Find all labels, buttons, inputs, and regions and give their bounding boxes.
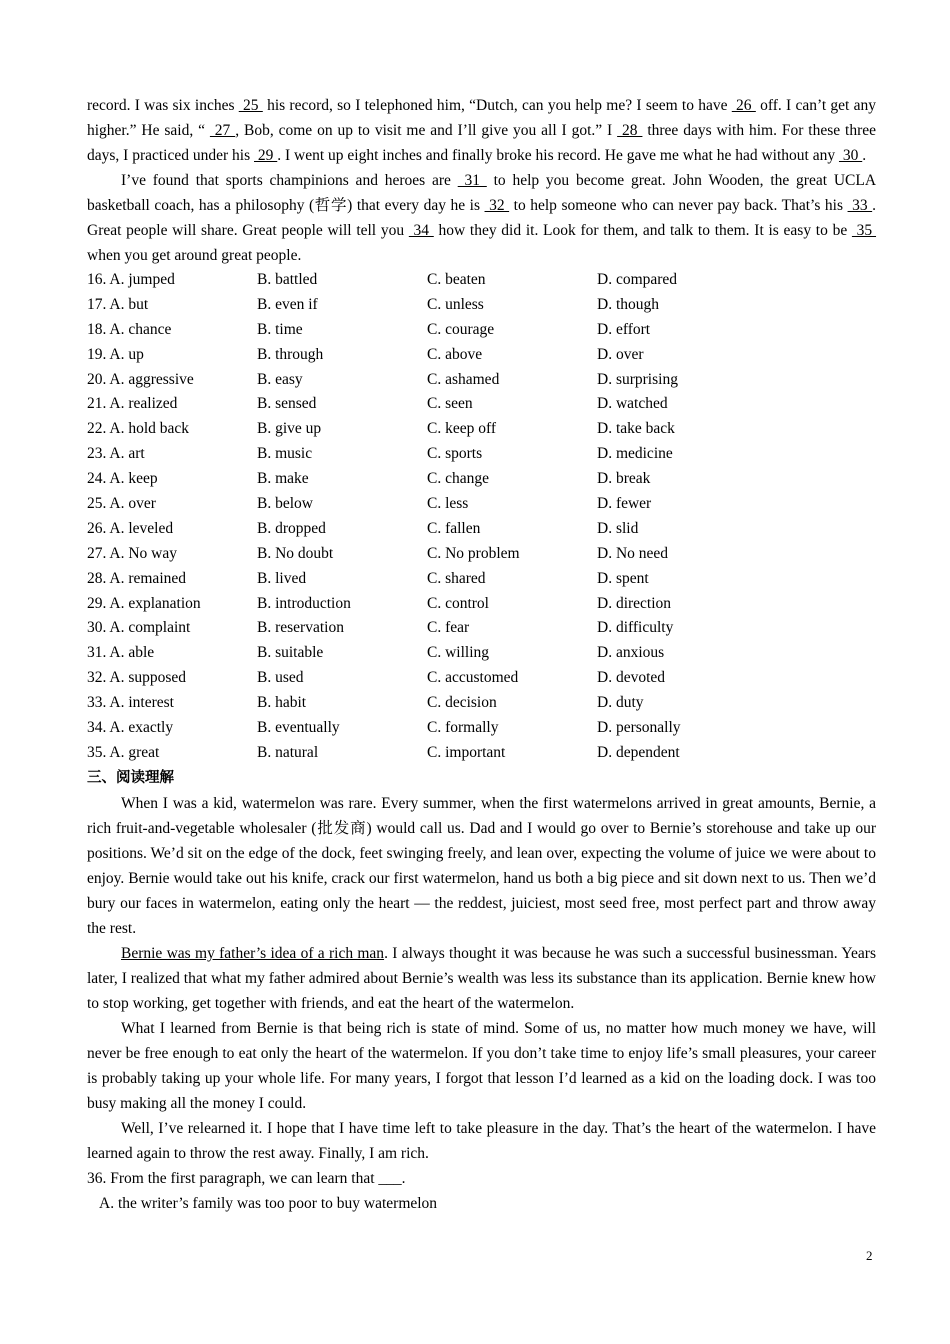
- option-cell: B. even if: [257, 295, 318, 313]
- option-cell: C. accustomed: [427, 669, 519, 687]
- text-run: when you get around great people.: [87, 247, 302, 264]
- option-cell: B. time: [257, 320, 303, 338]
- reading-paragraph-2: [87, 941, 876, 1016]
- option-cell: C. willing: [427, 644, 490, 662]
- option-cell: C. decision: [427, 694, 497, 712]
- option-cell: 28. A. remained: [87, 569, 187, 587]
- option-cell: C. unless: [427, 295, 484, 313]
- option-row: [87, 641, 876, 666]
- blank-33: 33: [847, 197, 873, 214]
- option-cell: B. dropped: [257, 519, 326, 537]
- option-row: [87, 567, 876, 592]
- option-cell: D. take back: [597, 420, 675, 438]
- option-cell: D. watched: [597, 395, 668, 413]
- blank-27: 27: [209, 122, 236, 139]
- option-cell: C. less: [427, 495, 469, 513]
- option-cell: 21. A. realized: [87, 395, 178, 413]
- option-cell: C. control: [427, 594, 489, 612]
- blank-25: 25: [238, 97, 263, 114]
- question-36-option-a: A. the writer’s family was too poor to buy watermelon: [99, 1194, 438, 1212]
- option-cell: 19. A. up: [87, 345, 144, 363]
- cloze-options-table: [87, 268, 876, 766]
- page-content: [87, 93, 876, 1216]
- option-cell: D. direction: [597, 594, 672, 612]
- option-cell: D. effort: [597, 320, 651, 338]
- option-cell: C. formally: [427, 719, 499, 737]
- option-cell: B. through: [257, 345, 324, 363]
- option-cell: 34. A. exactly: [87, 719, 174, 737]
- blank-34: 34: [408, 222, 434, 239]
- option-cell: D. difficulty: [597, 619, 674, 637]
- cloze-paragraph-1: [87, 93, 876, 168]
- page-number: 2: [866, 1248, 873, 1263]
- option-cell: D. devoted: [597, 669, 666, 687]
- option-cell: C. ashamed: [427, 370, 500, 388]
- option-cell: B. introduction: [257, 594, 351, 612]
- option-row: [87, 442, 876, 467]
- option-cell: C. fallen: [427, 519, 481, 537]
- option-cell: 33. A. interest: [87, 694, 174, 712]
- option-cell: C. shared: [427, 569, 486, 587]
- option-cell: 16. A. jumped: [87, 271, 175, 288]
- text-run: , Bob, come on up to visit me and I’ll give you all I got.” I: [235, 122, 618, 139]
- option-cell: B. No doubt: [257, 544, 334, 562]
- option-row: [87, 368, 876, 393]
- text-run: to help someone who can never pay back. That’s his: [509, 197, 848, 214]
- option-cell: C. No problem: [427, 544, 520, 562]
- option-row: [87, 417, 876, 442]
- blank-31: 31: [457, 172, 487, 189]
- option-row: [87, 666, 876, 691]
- option-row: [87, 293, 876, 318]
- option-cell: 31. A. able: [87, 644, 155, 662]
- blank-35: 35: [851, 222, 877, 239]
- option-cell: D. compared: [597, 271, 678, 288]
- option-cell: D. dependent: [597, 743, 680, 761]
- option-row: [87, 716, 876, 741]
- text-run: . Great people will share. Great people will tell you: [87, 197, 877, 239]
- option-cell: B. music: [257, 445, 313, 463]
- option-cell: B. make: [257, 470, 309, 488]
- option-row: [87, 467, 876, 492]
- option-cell: C. keep off: [427, 420, 497, 438]
- blank-26: 26: [731, 97, 756, 114]
- option-row: [87, 343, 876, 368]
- section-heading: 三、阅读理解: [87, 769, 174, 786]
- underlined-phrase: Bernie was my father’s idea of a rich man: [121, 944, 385, 962]
- option-cell: B. easy: [257, 370, 303, 388]
- option-cell: D. though: [597, 295, 659, 313]
- option-cell: D. slid: [597, 519, 639, 537]
- option-cell: B. used: [257, 669, 304, 687]
- text-run: I’ve found that sports champinions and heroes are: [121, 172, 458, 189]
- option-cell: D. over: [597, 345, 644, 363]
- option-cell: 35. A. great: [87, 743, 160, 761]
- option-cell: 30. A. complaint: [87, 619, 191, 637]
- option-row: [87, 268, 876, 293]
- option-cell: C. courage: [427, 320, 495, 338]
- option-cell: D. No need: [597, 544, 669, 562]
- option-cell: B. habit: [257, 694, 307, 712]
- text-run: .: [862, 147, 867, 164]
- option-cell: D. fewer: [597, 495, 652, 513]
- reading-paragraph-1: When I was a kid, watermelon was rare. Every summer, when the first watermelons arrived in great amounts, Bernie, a rich fruit-and-vegetable wholesaler (批发商) would call us. Dad and I would go over to Bernie’s storehouse and take up our positions. We’d sit on the edge of the dock, feet swinging freely, and lean over, expecting the volume of juice we were about to enjoy. Bernie would take out his knife, crack our first watermelon, hand us both a big piece and sit down next to us. Then we’d bury our faces in watermelon, eating only the heart ― the reddest, juiciest, most seed free, most perfect part and throw away the rest.: [87, 794, 876, 937]
- option-cell: B. natural: [257, 743, 319, 761]
- text-run: record. I was six inches: [87, 97, 239, 114]
- cloze-paragraph-2: [87, 168, 876, 268]
- option-row: [87, 517, 876, 542]
- option-cell: B. sensed: [257, 395, 317, 413]
- text-run: his record, so I telephoned him, “Dutch, can you help me? I seem to have: [262, 97, 732, 114]
- option-cell: 22. A. hold back: [87, 420, 190, 438]
- option-cell: D. spent: [597, 569, 649, 587]
- option-cell: C. seen: [427, 395, 473, 413]
- option-cell: C. above: [427, 345, 483, 363]
- option-cell: 23. A. art: [87, 445, 145, 463]
- option-cell: B. lived: [257, 569, 307, 587]
- option-cell: D. medicine: [597, 445, 673, 463]
- option-cell: 32. A. supposed: [87, 669, 187, 687]
- option-row: [87, 592, 876, 617]
- option-cell: D. anxious: [597, 644, 665, 662]
- option-cell: 29. A. explanation: [87, 594, 201, 612]
- option-cell: B. suitable: [257, 644, 324, 662]
- option-cell: D. break: [597, 470, 651, 488]
- text-run: to help you become great. John Wooden, the great UCLA basketball coach, has a philosophy (哲学) that every day he is: [87, 172, 877, 214]
- question-36: 36. From the first paragraph, we can learn that ___.: [87, 1169, 406, 1187]
- text-run: three days with him. For these three days, I practiced under his: [87, 122, 877, 164]
- option-row: [87, 542, 876, 567]
- blank-28: 28: [617, 122, 643, 139]
- blank-29: 29: [254, 147, 278, 164]
- option-cell: B. battled: [257, 271, 318, 288]
- option-row: [87, 492, 876, 517]
- option-row: [87, 741, 876, 766]
- option-cell: 27. A. No way: [87, 544, 177, 562]
- option-cell: 26. A. leveled: [87, 519, 174, 537]
- option-cell: B. below: [257, 495, 313, 513]
- option-cell: B. eventually: [257, 719, 340, 737]
- option-row: [87, 392, 876, 417]
- text-run: how they did it. Look for them, and talk to them. It is easy to be: [433, 222, 852, 239]
- blank-32: 32: [484, 197, 510, 214]
- option-cell: 17. A. but: [87, 295, 149, 313]
- text-run: . I always thought it was because he was such a successful businessman. Years later, I realized that what my father admired about Bernie’s wealth was less its substance than its application. Bernie knew how to stop working, get together with friends, and eat the heart of the watermelon.: [87, 944, 876, 1012]
- option-cell: C. important: [427, 743, 506, 761]
- option-cell: C. fear: [427, 619, 470, 637]
- option-row: [87, 318, 876, 343]
- text-run: off. I can’t get any higher.” He said, “: [87, 97, 877, 139]
- text-run: . I went up eight inches and finally broke his record. He gave me what he had without any: [277, 147, 839, 164]
- reading-paragraph-4: Well, I’ve relearned it. I hope that I have time left to take pleasure in the day. That’s the heart of the watermelon. I have learned again to throw the rest away. Finally, I am rich.: [87, 1119, 876, 1162]
- option-cell: 20. A. aggressive: [87, 370, 194, 388]
- option-cell: 24. A. keep: [87, 470, 158, 488]
- option-cell: B. reservation: [257, 619, 344, 637]
- option-cell: C. sports: [427, 445, 483, 463]
- option-cell: 25. A. over: [87, 495, 156, 513]
- blank-30: 30: [838, 147, 863, 164]
- option-cell: B. give up: [257, 420, 322, 438]
- option-cell: C. change: [427, 470, 489, 488]
- reading-paragraph-3: What I learned from Bernie is that being rich is state of mind. Some of us, no matter how much money we have, will never be free enough to eat only the heart of the watermelon. If you don’t take time to enjoy life’s small pleasures, your career is probably taking up your whole life. For many years, I forgot that lesson I’d learned as a kid on the loading dock. I was too busy making all the money I could.: [87, 1019, 876, 1112]
- option-cell: C. beaten: [427, 271, 486, 288]
- option-cell: D. personally: [597, 719, 681, 737]
- option-row: [87, 616, 876, 641]
- option-row: [87, 691, 876, 716]
- option-cell: 18. A. chance: [87, 320, 172, 338]
- option-cell: D. surprising: [597, 370, 678, 388]
- option-cell: D. duty: [597, 694, 644, 712]
